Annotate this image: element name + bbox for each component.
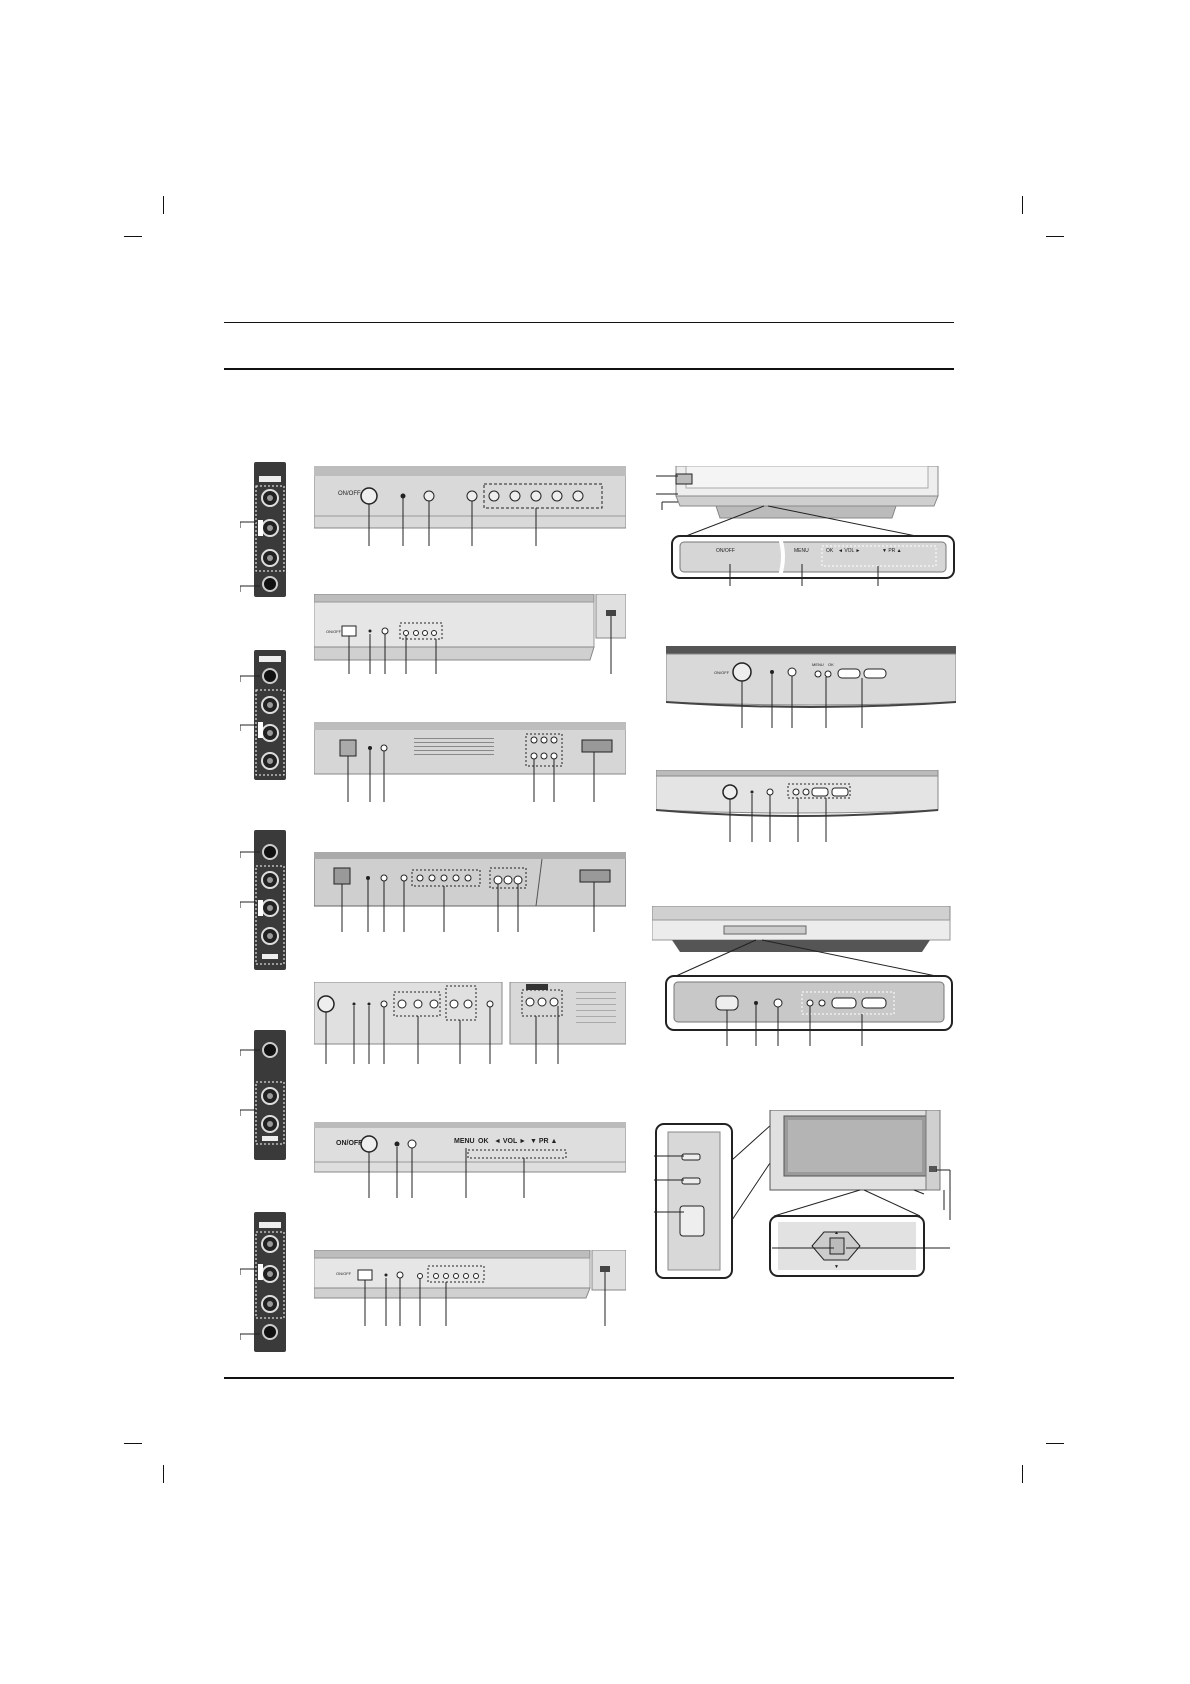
front-panel-a [314, 466, 626, 546]
front-panel-r5 [654, 1110, 958, 1280]
ok-label: OK [478, 1138, 489, 1145]
front-panel-r3 [656, 770, 946, 842]
ok-label: OK [826, 548, 834, 554]
pr-label: ▼ PR ▲ [882, 548, 902, 554]
front-panel-r4 [652, 906, 958, 1046]
front-panel-c [314, 722, 626, 802]
on-off-label: ON/OFF [336, 1140, 363, 1147]
pr-label: ▼ PR ▲ [530, 1138, 558, 1145]
front-panel-d [314, 852, 626, 932]
on-off-label: ON/OFF [716, 548, 735, 554]
vol-label: ◄ VOL ► [494, 1138, 527, 1145]
crop-mark [1022, 196, 1023, 214]
front-panel-g [314, 1250, 626, 1326]
menu-label: MENU [454, 1138, 475, 1145]
on-off-label: ON/OFF [336, 1271, 352, 1276]
footer-rule [224, 1377, 954, 1379]
on-off-label: ON/OFF [338, 491, 361, 497]
front-panel-f [314, 1122, 626, 1198]
on-off-label: ON/OFF [714, 670, 730, 675]
on-off-label: ON/OFF [326, 629, 342, 634]
crop-mark [124, 1443, 142, 1444]
crop-mark [163, 1465, 164, 1483]
header-rule-bottom [224, 368, 954, 370]
crop-mark [124, 236, 142, 237]
header-rule-top [224, 322, 954, 323]
crop-mark [1046, 236, 1064, 237]
menu-label: MENU [794, 548, 809, 554]
front-panel-r1 [656, 466, 956, 586]
crop-mark [163, 196, 164, 214]
side-jack-panel-4 [240, 1030, 290, 1160]
side-jack-panel-3 [240, 830, 290, 970]
front-panel-e [314, 982, 626, 1064]
front-panel-b [314, 594, 626, 674]
menu-label: MENU [812, 662, 824, 667]
crop-mark [1022, 1465, 1023, 1483]
front-panel-r2 [666, 646, 956, 728]
vol-label: ◄ VOL ► [838, 548, 861, 554]
side-jack-panel-1 [240, 462, 290, 597]
side-jack-panel-5 [240, 1212, 290, 1352]
crop-mark [1046, 1443, 1064, 1444]
ok-label: OK [828, 662, 834, 667]
up-arrow-icon: ▲ [834, 1230, 839, 1236]
side-jack-panel-2 [240, 650, 290, 780]
down-arrow-icon: ▼ [834, 1264, 839, 1270]
